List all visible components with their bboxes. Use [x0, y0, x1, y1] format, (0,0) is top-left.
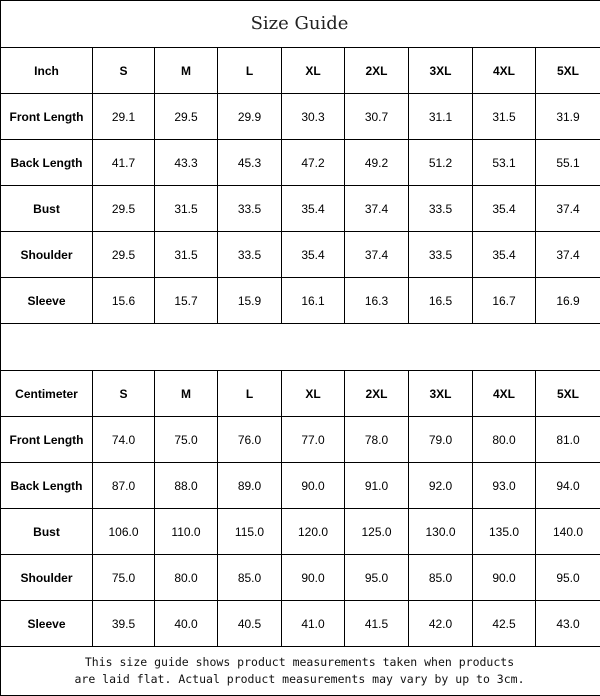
measurement-value: 85.0: [218, 555, 282, 601]
measurement-value: 93.0: [473, 463, 536, 509]
measurement-value: 35.4: [473, 186, 536, 232]
table-separator: [0, 323, 599, 371]
measurement-value: 29.9: [218, 94, 282, 140]
measurement-label: Shoulder: [1, 232, 93, 278]
measurement-label: Sleeve: [1, 601, 93, 647]
measurement-value: 15.6: [93, 278, 155, 324]
measurement-value: 130.0: [409, 509, 473, 555]
measurement-value: 115.0: [218, 509, 282, 555]
measurement-value: 51.2: [409, 140, 473, 186]
table-row: [1, 94, 600, 140]
measurement-value: 40.5: [218, 601, 282, 647]
measurement-value: 87.0: [93, 463, 155, 509]
measurement-value: 125.0: [345, 509, 409, 555]
measurement-value: 29.5: [93, 232, 155, 278]
measurement-value: 90.0: [282, 555, 345, 601]
table-row: [1, 555, 600, 601]
size-header-cell: L: [218, 48, 282, 94]
measurement-value: 33.5: [218, 232, 282, 278]
measurement-value: 30.3: [282, 94, 345, 140]
measurement-value: 74.0: [93, 417, 155, 463]
size-header-cell: 4XL: [473, 371, 536, 417]
measurement-value: 75.0: [93, 555, 155, 601]
unit-header-cell: Centimeter: [1, 371, 93, 417]
measurement-value: 81.0: [536, 417, 600, 463]
size-header-cell: M: [155, 48, 218, 94]
measurement-label: Bust: [1, 186, 93, 232]
measurement-value: 33.5: [409, 232, 473, 278]
measurement-value: 31.1: [409, 94, 473, 140]
page-title: Size Guide: [0, 0, 599, 48]
measurement-value: 35.4: [473, 232, 536, 278]
measurement-value: 95.0: [536, 555, 600, 601]
measurement-value: 135.0: [473, 509, 536, 555]
measurement-label: Bust: [1, 509, 93, 555]
measurement-value: 49.2: [345, 140, 409, 186]
measurement-value: 85.0: [409, 555, 473, 601]
measurement-value: 16.3: [345, 278, 409, 324]
inch-size-table: [0, 47, 600, 324]
measurement-value: 41.0: [282, 601, 345, 647]
table-row: [1, 509, 600, 555]
measurement-value: 35.4: [282, 232, 345, 278]
measurement-value: 45.3: [218, 140, 282, 186]
measurement-value: 41.7: [93, 140, 155, 186]
size-header-cell: S: [93, 371, 155, 417]
measurement-value: 40.0: [155, 601, 218, 647]
measurement-value: 75.0: [155, 417, 218, 463]
measurement-value: 90.0: [282, 463, 345, 509]
measurement-value: 77.0: [282, 417, 345, 463]
measurement-value: 16.1: [282, 278, 345, 324]
measurement-value: 29.1: [93, 94, 155, 140]
measurement-value: 89.0: [218, 463, 282, 509]
measurement-value: 31.5: [155, 232, 218, 278]
measurement-value: 33.5: [218, 186, 282, 232]
measurement-value: 39.5: [93, 601, 155, 647]
size-header-cell: 5XL: [536, 48, 600, 94]
size-header-cell: 4XL: [473, 48, 536, 94]
measurement-label: Shoulder: [1, 555, 93, 601]
measurement-value: 15.7: [155, 278, 218, 324]
measurement-value: 53.1: [473, 140, 536, 186]
note-line-2: are laid flat. Actual product measurements may vary by up to 3cm.: [74, 671, 524, 688]
measurement-value: 95.0: [345, 555, 409, 601]
measurement-value: 43.0: [536, 601, 600, 647]
measurement-label: Back Length: [1, 140, 93, 186]
measurement-value: 29.5: [93, 186, 155, 232]
size-header-cell: M: [155, 371, 218, 417]
table-row: [1, 601, 600, 647]
measurement-value: 16.5: [409, 278, 473, 324]
measurement-value: 31.5: [473, 94, 536, 140]
measurement-label: Front Length: [1, 417, 93, 463]
measurement-value: 37.4: [345, 232, 409, 278]
measurement-value: 41.5: [345, 601, 409, 647]
size-header-cell: XL: [282, 48, 345, 94]
header-row: [1, 48, 600, 94]
header-row: [1, 371, 600, 417]
centimeter-size-table: [0, 370, 600, 647]
measurement-label: Sleeve: [1, 278, 93, 324]
table-row: [1, 417, 600, 463]
measurement-value: 47.2: [282, 140, 345, 186]
table-row: [1, 278, 600, 324]
table-row: [1, 463, 600, 509]
measurement-value: 92.0: [409, 463, 473, 509]
measurement-value: 16.9: [536, 278, 600, 324]
measurement-label: Back Length: [1, 463, 93, 509]
note-line-1: This size guide shows product measurements taken when products: [85, 654, 514, 671]
measurement-value: 76.0: [218, 417, 282, 463]
measurement-value: 90.0: [473, 555, 536, 601]
size-header-cell: 3XL: [409, 371, 473, 417]
measurement-value: 55.1: [536, 140, 600, 186]
measurement-value: 88.0: [155, 463, 218, 509]
measurement-value: 29.5: [155, 94, 218, 140]
measurement-note: [0, 648, 599, 694]
size-header-cell: XL: [282, 371, 345, 417]
measurement-value: 120.0: [282, 509, 345, 555]
size-header-cell: L: [218, 371, 282, 417]
size-header-cell: S: [93, 48, 155, 94]
measurement-value: 37.4: [536, 232, 600, 278]
measurement-value: 30.7: [345, 94, 409, 140]
measurement-value: 15.9: [218, 278, 282, 324]
measurement-label: Front Length: [1, 94, 93, 140]
measurement-value: 78.0: [345, 417, 409, 463]
measurement-value: 37.4: [536, 186, 600, 232]
measurement-value: 42.0: [409, 601, 473, 647]
measurement-value: 35.4: [282, 186, 345, 232]
size-header-cell: 3XL: [409, 48, 473, 94]
measurement-value: 33.5: [409, 186, 473, 232]
measurement-value: 42.5: [473, 601, 536, 647]
measurement-value: 91.0: [345, 463, 409, 509]
measurement-value: 31.9: [536, 94, 600, 140]
measurement-value: 37.4: [345, 186, 409, 232]
measurement-value: 110.0: [155, 509, 218, 555]
measurement-value: 16.7: [473, 278, 536, 324]
size-header-cell: 5XL: [536, 371, 600, 417]
measurement-value: 140.0: [536, 509, 600, 555]
measurement-value: 106.0: [93, 509, 155, 555]
table-row: [1, 232, 600, 278]
measurement-value: 43.3: [155, 140, 218, 186]
size-header-cell: 2XL: [345, 48, 409, 94]
measurement-value: 79.0: [409, 417, 473, 463]
measurement-value: 94.0: [536, 463, 600, 509]
measurement-value: 31.5: [155, 186, 218, 232]
unit-header-cell: Inch: [1, 48, 93, 94]
measurement-value: 80.0: [473, 417, 536, 463]
size-header-cell: 2XL: [345, 371, 409, 417]
measurement-value: 80.0: [155, 555, 218, 601]
table-row: [1, 140, 600, 186]
table-row: [1, 186, 600, 232]
